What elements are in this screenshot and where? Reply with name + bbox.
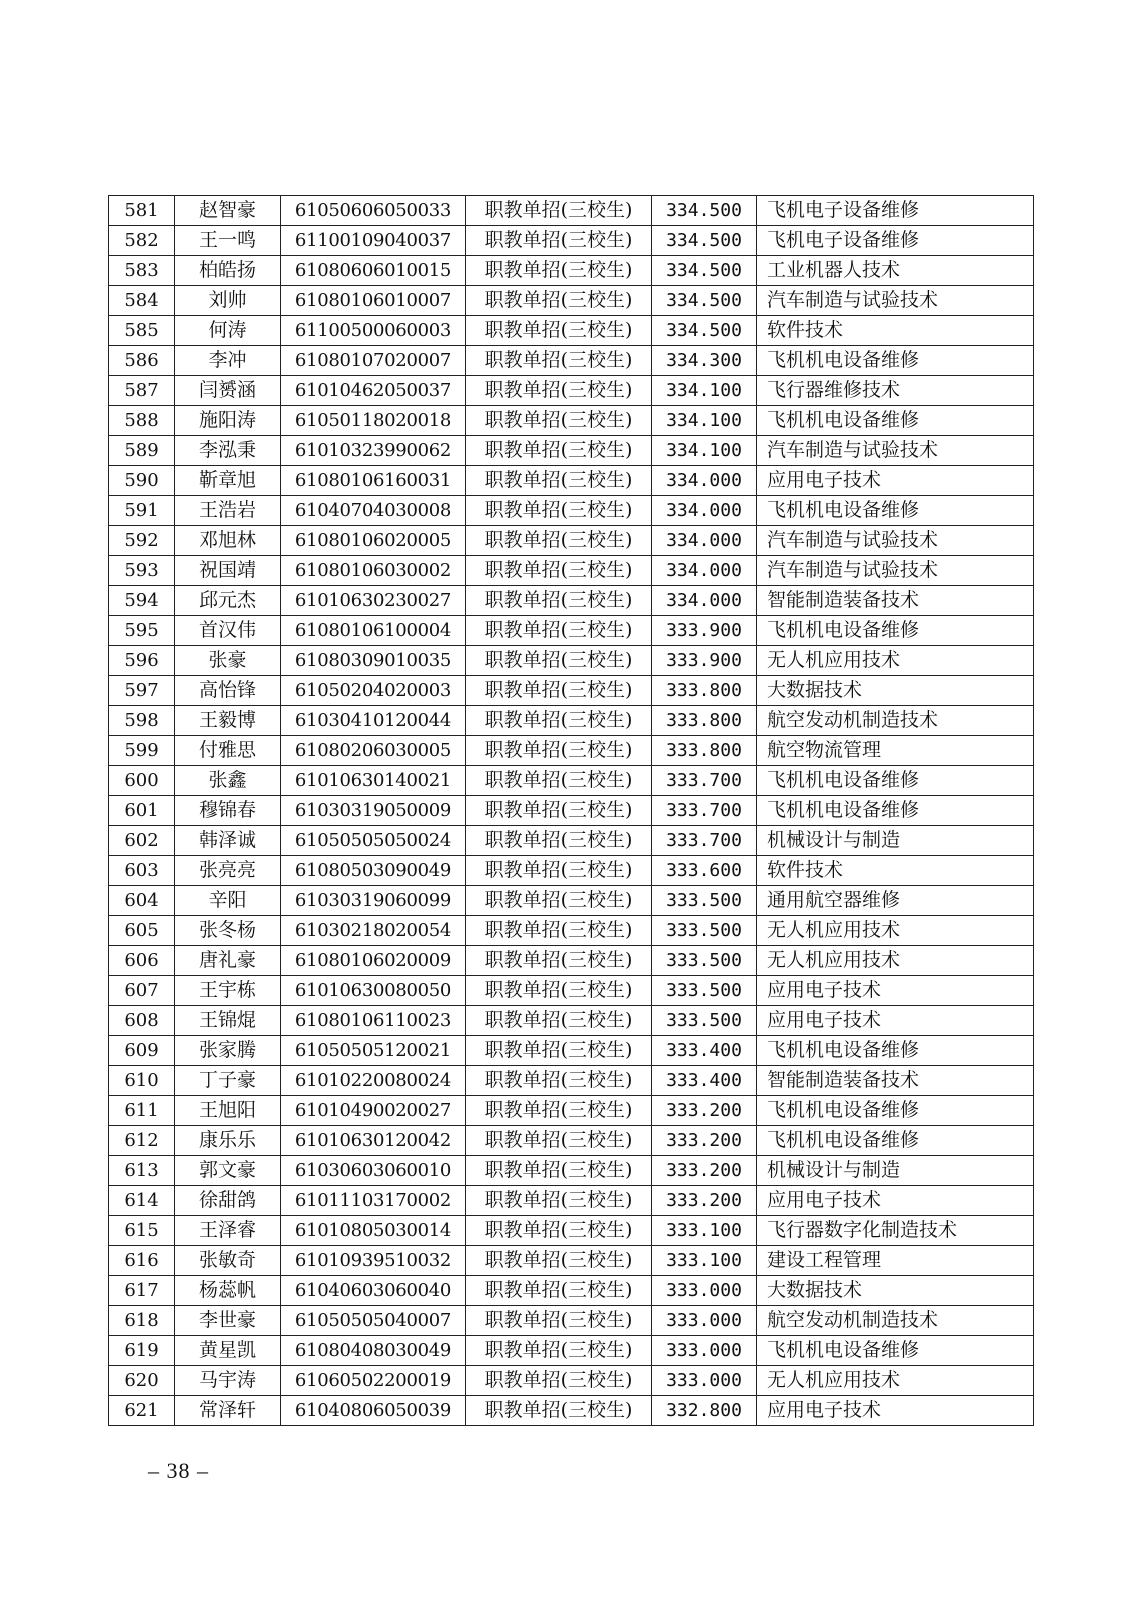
cell-student-name: 韩泽诚	[175, 826, 281, 856]
table-row	[109, 1126, 1034, 1156]
cell-candidate-id: 61010939510032	[281, 1246, 466, 1276]
cell-major: 无人机应用技术	[757, 946, 1034, 976]
cell-admission-type: 职教单招(三校生)	[466, 1096, 652, 1126]
cell-admission-type: 职教单招(三校生)	[466, 1066, 652, 1096]
cell-student-name: 唐礼豪	[175, 946, 281, 976]
cell-candidate-id: 61080106110023	[281, 1006, 466, 1036]
cell-score: 333.400	[652, 1036, 757, 1066]
cell-major: 飞机机电设备维修	[757, 796, 1034, 826]
table-row	[109, 346, 1034, 376]
cell-admission-type: 职教单招(三校生)	[466, 916, 652, 946]
cell-seq-no: 613	[109, 1156, 175, 1186]
cell-major: 智能制造装备技术	[757, 1066, 1034, 1096]
cell-student-name: 张鑫	[175, 766, 281, 796]
cell-major: 通用航空器维修	[757, 886, 1034, 916]
cell-score: 333.000	[652, 1276, 757, 1306]
table-row	[109, 496, 1034, 526]
cell-score: 333.600	[652, 856, 757, 886]
cell-score: 334.000	[652, 556, 757, 586]
cell-score: 333.500	[652, 976, 757, 1006]
cell-seq-no: 581	[109, 196, 175, 226]
cell-admission-type: 职教单招(三校生)	[466, 1336, 652, 1366]
table-row	[109, 1096, 1034, 1126]
cell-student-name: 祝国靖	[175, 556, 281, 586]
table-row	[109, 826, 1034, 856]
table-row	[109, 1186, 1034, 1216]
cell-seq-no: 591	[109, 496, 175, 526]
cell-major: 无人机应用技术	[757, 916, 1034, 946]
cell-score: 334.500	[652, 316, 757, 346]
cell-candidate-id: 61050505050024	[281, 826, 466, 856]
cell-seq-no: 596	[109, 646, 175, 676]
table-row	[109, 646, 1034, 676]
cell-score: 333.000	[652, 1306, 757, 1336]
table-row	[109, 226, 1034, 256]
cell-admission-type: 职教单招(三校生)	[466, 1276, 652, 1306]
cell-student-name: 丁子豪	[175, 1066, 281, 1096]
cell-seq-no: 606	[109, 946, 175, 976]
cell-candidate-id: 61050204020003	[281, 676, 466, 706]
cell-admission-type: 职教单招(三校生)	[466, 736, 652, 766]
cell-admission-type: 职教单招(三校生)	[466, 1246, 652, 1276]
cell-seq-no: 614	[109, 1186, 175, 1216]
cell-seq-no: 609	[109, 1036, 175, 1066]
cell-student-name: 王旭阳	[175, 1096, 281, 1126]
cell-seq-no: 619	[109, 1336, 175, 1366]
cell-score: 334.500	[652, 196, 757, 226]
cell-seq-no: 603	[109, 856, 175, 886]
cell-seq-no: 616	[109, 1246, 175, 1276]
cell-student-name: 张家腾	[175, 1036, 281, 1066]
cell-seq-no: 593	[109, 556, 175, 586]
cell-major: 大数据技术	[757, 676, 1034, 706]
cell-major: 飞机机电设备维修	[757, 496, 1034, 526]
cell-score: 334.000	[652, 466, 757, 496]
cell-seq-no: 600	[109, 766, 175, 796]
cell-seq-no: 608	[109, 1006, 175, 1036]
cell-candidate-id: 61010220080024	[281, 1066, 466, 1096]
cell-score: 333.500	[652, 916, 757, 946]
cell-major: 软件技术	[757, 316, 1034, 346]
cell-candidate-id: 61030319060099	[281, 886, 466, 916]
cell-seq-no: 584	[109, 286, 175, 316]
cell-candidate-id: 61080206030005	[281, 736, 466, 766]
cell-major: 应用电子技术	[757, 1186, 1034, 1216]
cell-student-name: 首汉伟	[175, 616, 281, 646]
cell-candidate-id: 61040704030008	[281, 496, 466, 526]
cell-score: 333.100	[652, 1216, 757, 1246]
cell-student-name: 张豪	[175, 646, 281, 676]
cell-admission-type: 职教单招(三校生)	[466, 1306, 652, 1336]
cell-score: 333.000	[652, 1366, 757, 1396]
table-row	[109, 766, 1034, 796]
cell-seq-no: 611	[109, 1096, 175, 1126]
cell-candidate-id: 61080106030002	[281, 556, 466, 586]
cell-admission-type: 职教单招(三校生)	[466, 526, 652, 556]
table-row	[109, 586, 1034, 616]
cell-seq-no: 610	[109, 1066, 175, 1096]
cell-score: 333.000	[652, 1336, 757, 1366]
cell-score: 334.000	[652, 526, 757, 556]
cell-score: 333.500	[652, 946, 757, 976]
cell-score: 333.800	[652, 676, 757, 706]
table-row	[109, 616, 1034, 646]
cell-major: 工业机器人技术	[757, 256, 1034, 286]
cell-admission-type: 职教单招(三校生)	[466, 826, 652, 856]
table-row	[109, 1366, 1034, 1396]
cell-student-name: 张敏奇	[175, 1246, 281, 1276]
table-row	[109, 1336, 1034, 1366]
cell-score: 333.500	[652, 886, 757, 916]
cell-candidate-id: 61010462050037	[281, 376, 466, 406]
cell-student-name: 王宇栋	[175, 976, 281, 1006]
table-row	[109, 256, 1034, 286]
cell-seq-no: 612	[109, 1126, 175, 1156]
cell-major: 飞行器数字化制造技术	[757, 1216, 1034, 1246]
cell-candidate-id: 61080106010007	[281, 286, 466, 316]
cell-score: 334.100	[652, 436, 757, 466]
cell-student-name: 王锦焜	[175, 1006, 281, 1036]
cell-admission-type: 职教单招(三校生)	[466, 946, 652, 976]
cell-admission-type: 职教单招(三校生)	[466, 406, 652, 436]
table-row	[109, 196, 1034, 226]
table-row	[109, 916, 1034, 946]
cell-seq-no: 582	[109, 226, 175, 256]
table-row	[109, 526, 1034, 556]
cell-major: 飞机机电设备维修	[757, 1036, 1034, 1066]
cell-admission-type: 职教单招(三校生)	[466, 1186, 652, 1216]
table-row	[109, 736, 1034, 766]
cell-student-name: 王泽睿	[175, 1216, 281, 1246]
admission-list-table	[108, 195, 1034, 1426]
cell-seq-no: 605	[109, 916, 175, 946]
table-row	[109, 946, 1034, 976]
cell-score: 334.500	[652, 226, 757, 256]
cell-seq-no: 601	[109, 796, 175, 826]
cell-admission-type: 职教单招(三校生)	[466, 766, 652, 796]
cell-admission-type: 职教单招(三校生)	[466, 376, 652, 406]
cell-admission-type: 职教单招(三校生)	[466, 586, 652, 616]
cell-student-name: 王毅博	[175, 706, 281, 736]
cell-candidate-id: 61011103170002	[281, 1186, 466, 1216]
cell-candidate-id: 61060502200019	[281, 1366, 466, 1396]
table-row	[109, 406, 1034, 436]
cell-admission-type: 职教单招(三校生)	[466, 346, 652, 376]
cell-major: 飞机电子设备维修	[757, 226, 1034, 256]
cell-admission-type: 职教单招(三校生)	[466, 676, 652, 706]
cell-student-name: 施阳涛	[175, 406, 281, 436]
cell-admission-type: 职教单招(三校生)	[466, 436, 652, 466]
cell-seq-no: 595	[109, 616, 175, 646]
cell-major: 飞机机电设备维修	[757, 346, 1034, 376]
cell-admission-type: 职教单招(三校生)	[466, 1366, 652, 1396]
table-row	[109, 436, 1034, 466]
cell-score: 333.500	[652, 1006, 757, 1036]
cell-candidate-id: 61100500060003	[281, 316, 466, 346]
cell-student-name: 靳章旭	[175, 466, 281, 496]
cell-admission-type: 职教单招(三校生)	[466, 256, 652, 286]
table-row	[109, 856, 1034, 886]
cell-score: 334.100	[652, 376, 757, 406]
cell-student-name: 辛阳	[175, 886, 281, 916]
cell-candidate-id: 61010630080050	[281, 976, 466, 1006]
cell-student-name: 王浩岩	[175, 496, 281, 526]
table-row	[109, 886, 1034, 916]
cell-candidate-id: 61010630120042	[281, 1126, 466, 1156]
cell-candidate-id: 61040603060040	[281, 1276, 466, 1306]
cell-major: 大数据技术	[757, 1276, 1034, 1306]
cell-major: 应用电子技术	[757, 1396, 1034, 1426]
cell-admission-type: 职教单招(三校生)	[466, 856, 652, 886]
cell-student-name: 邱元杰	[175, 586, 281, 616]
cell-student-name: 张亮亮	[175, 856, 281, 886]
table-row	[109, 556, 1034, 586]
cell-student-name: 常泽轩	[175, 1396, 281, 1426]
table-row	[109, 1246, 1034, 1276]
cell-candidate-id: 61030319050009	[281, 796, 466, 826]
table-row	[109, 286, 1034, 316]
cell-major: 飞行器维修技术	[757, 376, 1034, 406]
cell-admission-type: 职教单招(三校生)	[466, 1156, 652, 1186]
cell-student-name: 柏皓扬	[175, 256, 281, 286]
cell-candidate-id: 61080106160031	[281, 466, 466, 496]
cell-student-name: 张冬杨	[175, 916, 281, 946]
cell-seq-no: 617	[109, 1276, 175, 1306]
table-row	[109, 1216, 1034, 1246]
table-row	[109, 466, 1034, 496]
cell-major: 航空发动机制造技术	[757, 1306, 1034, 1336]
cell-student-name: 李泓秉	[175, 436, 281, 466]
cell-major: 航空发动机制造技术	[757, 706, 1034, 736]
cell-admission-type: 职教单招(三校生)	[466, 646, 652, 676]
cell-score: 334.000	[652, 586, 757, 616]
cell-student-name: 马宇涛	[175, 1366, 281, 1396]
cell-candidate-id: 61080408030049	[281, 1336, 466, 1366]
cell-major: 飞机机电设备维修	[757, 406, 1034, 436]
cell-seq-no: 588	[109, 406, 175, 436]
cell-major: 飞机机电设备维修	[757, 1126, 1034, 1156]
cell-candidate-id: 61080106020009	[281, 946, 466, 976]
table-row	[109, 316, 1034, 346]
cell-score: 333.200	[652, 1186, 757, 1216]
cell-candidate-id: 61050118020018	[281, 406, 466, 436]
cell-seq-no: 618	[109, 1306, 175, 1336]
cell-score: 333.800	[652, 706, 757, 736]
cell-major: 无人机应用技术	[757, 646, 1034, 676]
cell-candidate-id: 61050505040007	[281, 1306, 466, 1336]
cell-major: 机械设计与制造	[757, 826, 1034, 856]
cell-student-name: 邓旭林	[175, 526, 281, 556]
cell-seq-no: 599	[109, 736, 175, 766]
table-row	[109, 1306, 1034, 1336]
cell-admission-type: 职教单招(三校生)	[466, 1396, 652, 1426]
cell-candidate-id: 61010630140021	[281, 766, 466, 796]
cell-major: 机械设计与制造	[757, 1156, 1034, 1186]
cell-seq-no: 597	[109, 676, 175, 706]
cell-admission-type: 职教单招(三校生)	[466, 1216, 652, 1246]
cell-score: 334.000	[652, 496, 757, 526]
cell-admission-type: 职教单招(三校生)	[466, 976, 652, 1006]
cell-candidate-id: 61010323990062	[281, 436, 466, 466]
cell-student-name: 赵智豪	[175, 196, 281, 226]
cell-score: 333.900	[652, 646, 757, 676]
table-row	[109, 376, 1034, 406]
cell-admission-type: 职教单招(三校生)	[466, 316, 652, 346]
cell-admission-type: 职教单招(三校生)	[466, 466, 652, 496]
cell-score: 334.300	[652, 346, 757, 376]
table-row	[109, 1396, 1034, 1426]
cell-major: 汽车制造与试验技术	[757, 526, 1034, 556]
cell-student-name: 杨蕊帆	[175, 1276, 281, 1306]
cell-seq-no: 592	[109, 526, 175, 556]
table-row	[109, 706, 1034, 736]
page-number: – 38 –	[148, 1458, 209, 1483]
cell-admission-type: 职教单招(三校生)	[466, 196, 652, 226]
cell-candidate-id: 61080309010035	[281, 646, 466, 676]
table-row	[109, 1156, 1034, 1186]
cell-seq-no: 598	[109, 706, 175, 736]
cell-major: 飞机电子设备维修	[757, 196, 1034, 226]
cell-major: 飞机机电设备维修	[757, 1096, 1034, 1126]
cell-student-name: 康乐乐	[175, 1126, 281, 1156]
cell-score: 333.200	[652, 1126, 757, 1156]
cell-admission-type: 职教单招(三校生)	[466, 556, 652, 586]
cell-student-name: 李世豪	[175, 1306, 281, 1336]
cell-score: 332.800	[652, 1396, 757, 1426]
table-row	[109, 1006, 1034, 1036]
cell-seq-no: 587	[109, 376, 175, 406]
cell-student-name: 高怡锋	[175, 676, 281, 706]
cell-candidate-id: 61030218020054	[281, 916, 466, 946]
cell-score: 333.400	[652, 1066, 757, 1096]
cell-major: 无人机应用技术	[757, 1366, 1034, 1396]
cell-student-name: 徐甜鸽	[175, 1186, 281, 1216]
cell-seq-no: 615	[109, 1216, 175, 1246]
cell-student-name: 何涛	[175, 316, 281, 346]
cell-seq-no: 590	[109, 466, 175, 496]
cell-admission-type: 职教单招(三校生)	[466, 1006, 652, 1036]
cell-major: 应用电子技术	[757, 976, 1034, 1006]
table-row	[109, 796, 1034, 826]
cell-major: 软件技术	[757, 856, 1034, 886]
cell-score: 333.700	[652, 826, 757, 856]
cell-admission-type: 职教单招(三校生)	[466, 796, 652, 826]
cell-score: 334.500	[652, 256, 757, 286]
cell-student-name: 郭文豪	[175, 1156, 281, 1186]
cell-candidate-id: 61050505120021	[281, 1036, 466, 1066]
cell-seq-no: 586	[109, 346, 175, 376]
cell-seq-no: 621	[109, 1396, 175, 1426]
cell-student-name: 王一鸣	[175, 226, 281, 256]
cell-candidate-id: 61040806050039	[281, 1396, 466, 1426]
cell-admission-type: 职教单招(三校生)	[466, 496, 652, 526]
cell-admission-type: 职教单招(三校生)	[466, 1036, 652, 1066]
cell-admission-type: 职教单招(三校生)	[466, 616, 652, 646]
cell-score: 334.100	[652, 406, 757, 436]
cell-score: 333.900	[652, 616, 757, 646]
cell-candidate-id: 61030410120044	[281, 706, 466, 736]
cell-admission-type: 职教单招(三校生)	[466, 886, 652, 916]
cell-candidate-id: 61100109040037	[281, 226, 466, 256]
cell-score: 333.700	[652, 766, 757, 796]
cell-major: 应用电子技术	[757, 466, 1034, 496]
cell-major: 航空物流管理	[757, 736, 1034, 766]
cell-candidate-id: 61010805030014	[281, 1216, 466, 1246]
cell-seq-no: 583	[109, 256, 175, 286]
table-row	[109, 1036, 1034, 1066]
cell-candidate-id: 61080606010015	[281, 256, 466, 286]
cell-candidate-id: 61080106020005	[281, 526, 466, 556]
cell-major: 汽车制造与试验技术	[757, 556, 1034, 586]
cell-major: 汽车制造与试验技术	[757, 436, 1034, 466]
cell-major: 飞机机电设备维修	[757, 616, 1034, 646]
cell-admission-type: 职教单招(三校生)	[466, 226, 652, 256]
cell-score: 333.100	[652, 1246, 757, 1276]
cell-seq-no: 594	[109, 586, 175, 616]
cell-admission-type: 职教单招(三校生)	[466, 706, 652, 736]
cell-student-name: 闫赟涵	[175, 376, 281, 406]
cell-major: 飞机机电设备维修	[757, 766, 1034, 796]
cell-seq-no: 585	[109, 316, 175, 346]
table-row	[109, 976, 1034, 1006]
cell-candidate-id: 61080106100004	[281, 616, 466, 646]
cell-score: 333.700	[652, 796, 757, 826]
cell-candidate-id: 61030603060010	[281, 1156, 466, 1186]
cell-candidate-id: 61050606050033	[281, 196, 466, 226]
cell-student-name: 穆锦春	[175, 796, 281, 826]
table-row	[109, 1276, 1034, 1306]
cell-student-name: 付雅思	[175, 736, 281, 766]
cell-major: 飞机机电设备维修	[757, 1336, 1034, 1366]
cell-score: 333.800	[652, 736, 757, 766]
cell-seq-no: 620	[109, 1366, 175, 1396]
cell-seq-no: 589	[109, 436, 175, 466]
cell-student-name: 李冲	[175, 346, 281, 376]
table-body	[109, 196, 1034, 1426]
cell-seq-no: 607	[109, 976, 175, 1006]
cell-score: 334.500	[652, 286, 757, 316]
table-row	[109, 1066, 1034, 1096]
cell-candidate-id: 61080107020007	[281, 346, 466, 376]
cell-candidate-id: 61080503090049	[281, 856, 466, 886]
cell-student-name: 黄星凯	[175, 1336, 281, 1366]
cell-score: 333.200	[652, 1096, 757, 1126]
cell-major: 建设工程管理	[757, 1246, 1034, 1276]
cell-score: 333.200	[652, 1156, 757, 1186]
cell-admission-type: 职教单招(三校生)	[466, 286, 652, 316]
cell-seq-no: 602	[109, 826, 175, 856]
cell-major: 汽车制造与试验技术	[757, 286, 1034, 316]
cell-student-name: 刘帅	[175, 286, 281, 316]
cell-seq-no: 604	[109, 886, 175, 916]
cell-candidate-id: 61010630230027	[281, 586, 466, 616]
cell-candidate-id: 61010490020027	[281, 1096, 466, 1126]
table-row	[109, 676, 1034, 706]
cell-major: 智能制造装备技术	[757, 586, 1034, 616]
cell-admission-type: 职教单招(三校生)	[466, 1126, 652, 1156]
cell-major: 应用电子技术	[757, 1006, 1034, 1036]
